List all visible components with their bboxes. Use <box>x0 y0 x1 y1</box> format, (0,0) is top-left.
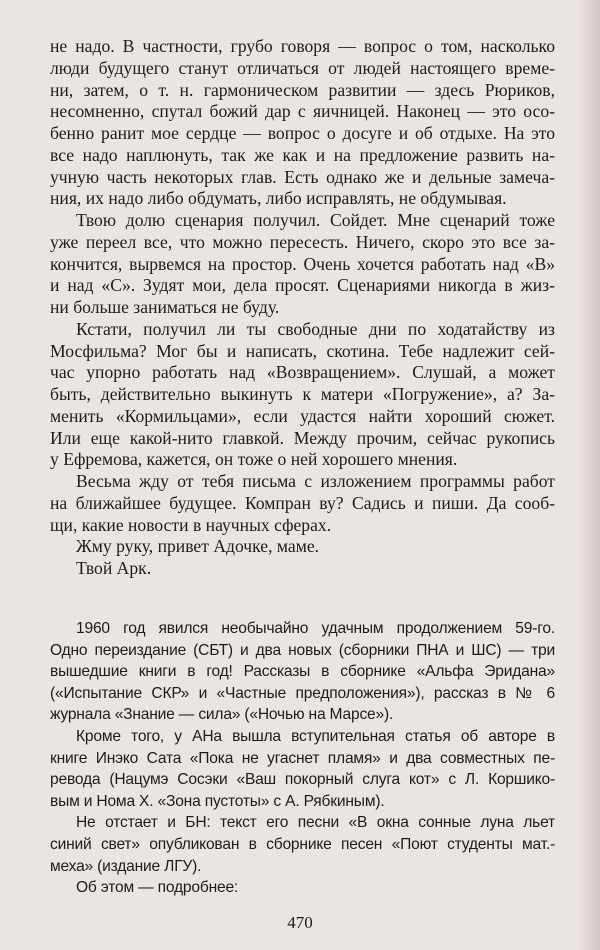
text-line: Твою долю сценария получил. Сойдет. Мне сценарий тоже <box>76 210 555 230</box>
text-line: Весьма жду от тебя письма с изложением программы работ <box>76 471 555 491</box>
page-edge-shadow <box>578 0 600 950</box>
paragraph <box>50 877 555 899</box>
text-line: люди будущего станут отличаться от людей настоящего време- <box>50 57 555 78</box>
paragraph <box>50 726 555 812</box>
text-line: ни больше заниматься не буду. <box>50 297 280 317</box>
text-line: не надо. В частности, грубо говоря — вопрос о том, насколько <box>50 36 555 56</box>
text-line: книге Инэко Сата «Пока не угаснет пламя» и два совместных пе- <box>50 749 555 767</box>
text-line: Не отстает и БН: текст его песни «В окна сонные луна льет <box>76 814 555 832</box>
text-line: вышедшие книги в год! Рассказы в сборнике «Альфа Эридана» <box>50 663 555 681</box>
text-line: Об этом — подробнее: <box>76 879 239 897</box>
paragraph <box>50 319 555 471</box>
text-line: вым и Нома Х. «Зона пустоты» с А. Рябкиным). <box>50 792 385 810</box>
text-line: Кстати, получил ли ты свободные дни по ходатайству из <box>76 318 555 339</box>
text-line: быть, действительно выкинуть к матери «Погружение», а? За- <box>50 384 555 404</box>
text-line: несомненно, спутал божий дар с яичницей. Наконец — это осо- <box>50 101 555 122</box>
paragraph <box>50 618 555 726</box>
text-line: ни, затем, о т. н. гармоническом развитии — здесь Рюриков, <box>50 79 555 100</box>
text-line: щи, какие новости в научных сферах. <box>50 514 332 535</box>
text-line: час упорно работать над «Возвращением». Слушай, а может <box>50 362 555 383</box>
page-number: 470 <box>287 913 313 932</box>
text-line: ния, их надо либо обдумать, либо исправлять, не обдумывая. <box>50 188 507 209</box>
paragraph <box>50 812 555 877</box>
text-line: Или еще какой-нито главкой. Между прочим, сейчас рукопись <box>50 427 555 448</box>
paragraph <box>50 210 555 319</box>
commentary-text <box>50 618 555 899</box>
text-line: меха» (издание ЛГУ). <box>50 857 202 875</box>
paragraph <box>50 558 555 580</box>
text-line: синий свет» опубликован в сборнике песен «Поют студенты мат.- <box>50 835 555 853</box>
text-line: на ближайшее будущее. Компран ву? Садись и пиши. Да сооб- <box>50 492 555 513</box>
text-line: у Ефремова, кажется, он тоже о ней хорошего мнения. <box>50 449 458 470</box>
paragraph <box>50 36 555 210</box>
text-line: 1960 год явился необычайно удачным продолжением 59-го. <box>76 620 555 637</box>
text-line: Мосфильма? Мог бы и написать, скотина. Тебе надлежит сей- <box>50 340 555 361</box>
text-line: и над «С». Зудят мои, дела просят. Сценариями никогда в жиз- <box>50 275 555 296</box>
text-line: уже переел все, что можно пересесть. Ничего, скоро это все за- <box>50 231 555 252</box>
text-line: Твой Арк. <box>76 558 152 578</box>
text-line: ревода (Нацумэ Сосэки «Ваш покорный слуга кот» с Л. Коршико- <box>50 771 555 789</box>
letter-text <box>50 36 555 580</box>
text-line: менить «Кормильцами», если удастся найти хороший сюжет. <box>50 405 555 426</box>
text-line: Одно переиздание (СБТ) и два новых (сборники ПНА и ШС) — три <box>50 641 555 659</box>
text-line: Жму руку, привет Адочке, маме. <box>76 536 320 557</box>
paragraph <box>50 536 555 558</box>
text-line: учную часть некоторых глав. Есть однако же и дельные замеча- <box>50 166 555 187</box>
text-line: кончится, вырвемся на простор. Очень хочется работать над «В» <box>50 253 555 274</box>
text-line: все надо наплюнуть, так же как и на предложение развить на- <box>50 144 555 165</box>
text-line: Кроме того, у АНа вышла вступительная статья об авторе в <box>76 727 555 745</box>
text-line: журнала «Знание — сила» («Ночью на Марсе»). <box>50 706 394 724</box>
paragraph <box>50 471 555 536</box>
text-line: («Испытание СКР» и «Частные предположения»), рассказ в № 6 <box>50 684 555 702</box>
text-line: бенно ранит мое сердце — вопрос о досуге и об отдыхе. На это <box>50 123 555 143</box>
